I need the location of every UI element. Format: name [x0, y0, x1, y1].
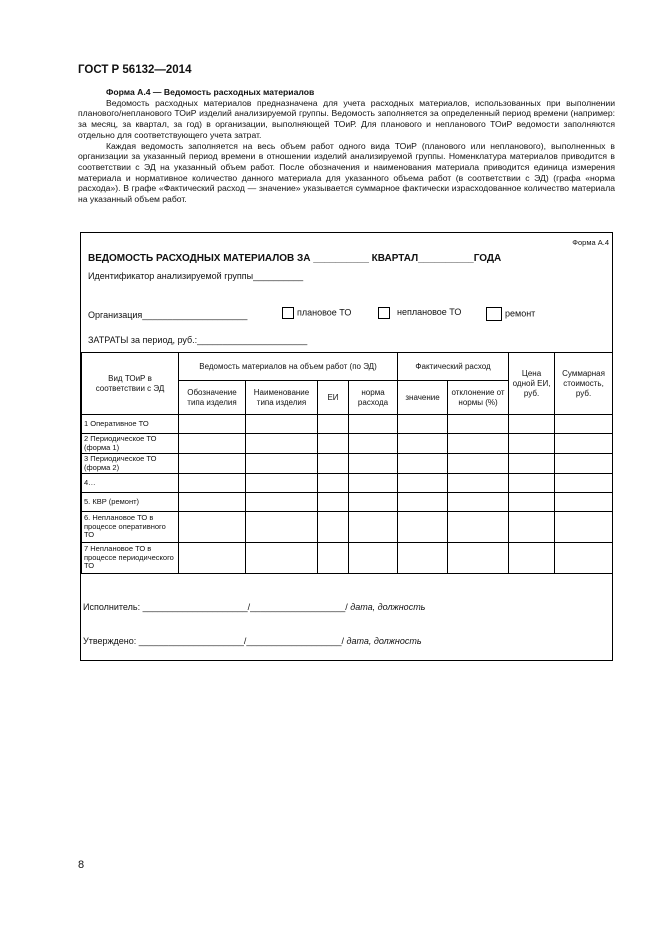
col-fact: Фактический расход [398, 353, 509, 381]
table-row: 5. КВР (ремонт) [82, 493, 613, 512]
org-field[interactable]: Организация_____________________ [88, 310, 248, 320]
col-ei: ЕИ [318, 381, 349, 415]
costs-field[interactable]: ЗАТРАТЫ за период, руб.:______________________ [88, 335, 308, 345]
executor-signature[interactable]: Исполнитель: _____________________/___________________/ дата, должность [83, 602, 426, 612]
document-id: ГОСТ Р 56132—2014 [78, 64, 192, 76]
col-oboz: Обозначение типа изделия [179, 381, 246, 415]
form-caption: Форма А.4 — Ведомость расходных материалов [106, 87, 315, 97]
intro-paragraph-2: Каждая ведомость заполняется на весь объем работ одного вида ТОиР (планового или непланового), выполненных в организации за указанный период времени в отношении изделий анализируемой группы. Номенклатура материалов приводится в соответствии с ЭД на указанный объем работ. После обозначения и наименования материала приводится единица измерения материала и нормативное количество данного материала для указанного объема работ (в соответствии с ЭД) (графа «норма расхода»). В графе «Фактический расход — значение» указывается суммарное фактически израсходованное количество материала на указанный объем работ. [78, 140, 615, 205]
checkbox-icon[interactable] [378, 307, 390, 319]
col-otkl: отклонение от нормы (%) [448, 381, 509, 415]
cb-planned[interactable]: плановое ТО [282, 307, 351, 319]
col-sum: Суммарная стоимость, руб. [555, 353, 613, 415]
cb-unplanned[interactable]: неплановое ТО [378, 307, 461, 319]
table-row: 6. Неплановое ТО в процессе оперативного ТО [82, 512, 613, 543]
form-tag: Форма А.4 [572, 238, 609, 247]
col-vedom: Ведомость материалов на объем работ (по ЭД) [179, 353, 398, 381]
form-title: ВЕДОМОСТЬ РАСХОДНЫХ МАТЕРИАЛОВ ЗА __________ КВАРТАЛ__________ГОДА [88, 253, 502, 264]
col-norma: норма расхода [349, 381, 398, 415]
table-row: 3 Периодическое ТО (форма 2) [82, 454, 613, 474]
table-row: 2 Периодическое ТО (форма 1) [82, 434, 613, 454]
checkbox-icon[interactable] [282, 307, 294, 319]
col-znach: значение [398, 381, 448, 415]
intro-paragraph-1: Ведомость расходных материалов предназначена для учета расходных материалов, использованных при выполнении планового/непланового ТОиР изделий анализируемой группы. Ведомость заполняется за определенный период времени (например: за месяц, за квартал, за год) в организации, выполняющей ТОиР. Для планового и непланового ТОиР ведомости заполняются отдельно для соответствующего учета затрат. [78, 97, 615, 140]
checkbox-icon[interactable] [486, 307, 502, 321]
approved-signature[interactable]: Утверждено: _____________________/___________________/ дата, должность [83, 636, 422, 646]
col-vid: Вид ТОиР в соответствии с ЭД [82, 353, 179, 415]
table-row: 7 Неплановое ТО в процессе периодического ТО [82, 543, 613, 574]
intro-text [78, 87, 615, 205]
page-number: 8 [78, 859, 85, 871]
table-row: 4… [82, 474, 613, 493]
group-id-field[interactable]: Идентификатор анализируемой группы__________ [88, 271, 304, 281]
materials-table [81, 352, 613, 574]
col-naim: Наименование типа изделия [246, 381, 318, 415]
col-price: Цена одной ЕИ, руб. [509, 353, 555, 415]
materials-form [80, 232, 613, 661]
cb-repair[interactable]: ремонт [486, 307, 535, 321]
table-row: 1 Оперативное ТО [82, 415, 613, 434]
